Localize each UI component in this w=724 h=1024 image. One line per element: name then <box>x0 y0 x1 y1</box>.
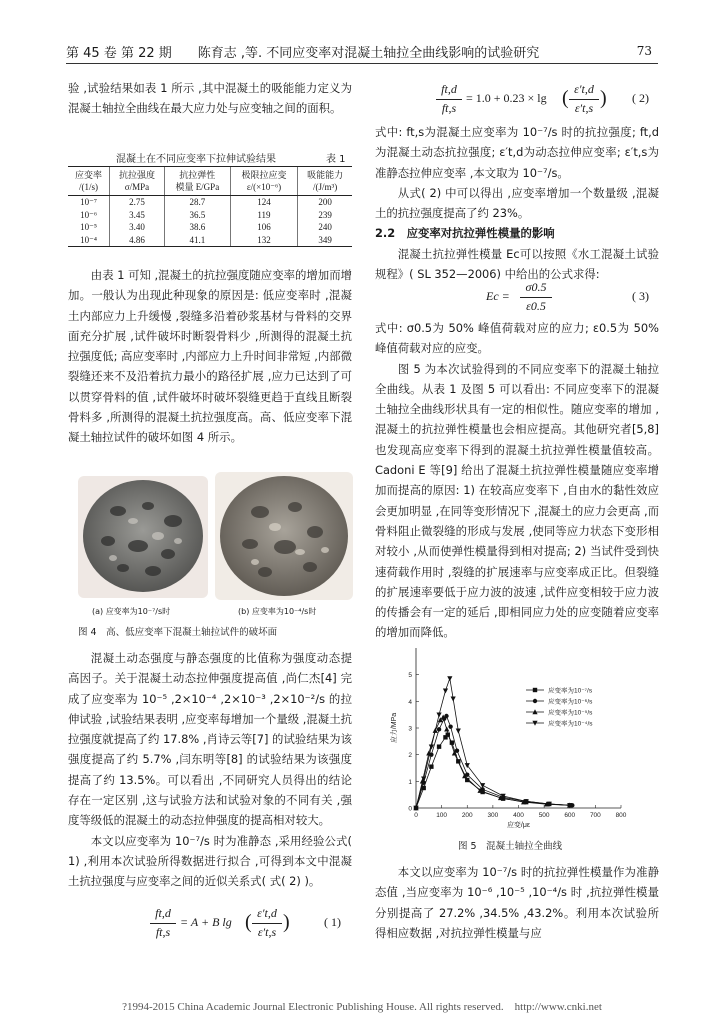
legend-label: 应变率为10⁻⁷/s <box>548 687 593 695</box>
copyright-footer: ?1994-2015 China Academic Journal Electronic Publishing House. All rights reserved. http://www.cnki.net <box>122 1001 602 1013</box>
table-header-line: 抗拉强度 <box>118 170 155 180</box>
x-tick-label: 500 <box>538 812 550 819</box>
table-header-cell <box>68 167 110 196</box>
data-point <box>443 688 448 693</box>
x-tick-label: 0 <box>414 812 418 819</box>
fracture-photo-high-rate <box>215 472 353 600</box>
data-point <box>451 696 456 701</box>
table-cell: 4.86 <box>110 234 165 247</box>
fracture-photo-low-rate <box>78 476 208 598</box>
running-head: 第 45 卷 第 22 期 陈育志 ,等. 不同应变率对混凝土轴拉全曲线影响的试验研究 <box>66 46 540 61</box>
data-point <box>437 744 441 748</box>
y-tick-label: 0 <box>408 805 412 813</box>
series-line <box>416 678 570 808</box>
legend-label: 应变率为10⁻⁶/s <box>548 698 593 706</box>
results-table <box>68 166 352 247</box>
table-row <box>68 221 352 234</box>
x-tick-label: 600 <box>564 812 576 819</box>
y-tick-label: 1 <box>408 778 412 786</box>
table-header-cell <box>164 167 230 196</box>
table-cell: 349 <box>298 234 352 247</box>
x-tick-label: 300 <box>487 812 499 819</box>
intro-paragraph: 验 ,试验结果如表 1 所示 ,其中混凝土的吸能能力定义为混凝土轴拉全曲线在最大应力处与应变轴之间的面积。 <box>68 81 352 116</box>
y-tick-label: 4 <box>408 698 412 706</box>
legend-label: 应变率为10⁻⁵/s <box>548 709 593 717</box>
table-header-line: 极限拉应变 <box>241 170 287 180</box>
table-cell: 2.75 <box>110 196 165 209</box>
table-header-cell <box>298 167 352 196</box>
equation-3: Ec = σ0.5 ε0.5 ( 3) <box>486 280 649 313</box>
table-header-line: ε/(×10⁻⁶) <box>246 182 282 192</box>
table-cell: 10⁻⁴ <box>68 234 110 247</box>
table-row <box>68 209 352 222</box>
table-cell: 240 <box>298 221 352 234</box>
data-point <box>444 714 448 718</box>
page-number: 73 <box>636 44 652 58</box>
table-title: 混凝土在不同应变率下拉伸试验结果 <box>116 154 276 165</box>
x-tick-label: 800 <box>615 812 627 819</box>
table-header-cell <box>230 167 298 196</box>
y-axis-label: 应力/MPa <box>391 712 398 744</box>
table-label: 表 1 <box>326 154 346 165</box>
figure-5-caption: 图 5 混凝土轴拉全曲线 <box>458 841 563 852</box>
data-point <box>436 712 441 717</box>
table-cell: 3.40 <box>110 221 165 234</box>
table-cell: 28.7 <box>164 196 230 209</box>
table-header-line: 应变率 <box>75 170 103 180</box>
table-row <box>68 196 352 209</box>
table-cell: 106 <box>230 221 298 234</box>
table-header-line: σ/MPa <box>124 182 150 192</box>
x-axis-label: 应变/με <box>506 822 531 829</box>
figure-4-caption: 图 4 高、低应变率下混凝土轴拉试件的破坏面 <box>78 627 278 638</box>
y-tick-label: 5 <box>408 672 412 680</box>
table-cell: 41.1 <box>164 234 230 247</box>
final-paragraph: 本文以应变率为 10⁻⁷/s 时的抗拉弹性模量作为准静态值 ,当应变率为 10⁻⁶ ,10⁻⁵ ,10⁻⁴/s 时 ,抗拉弹性模量分别提高了 27.2% ,34.5% ,43.2%。利用本次试验所得相应数据 ,对抗拉弹性模量与应 <box>375 865 659 940</box>
data-point <box>448 724 452 728</box>
data-point <box>455 748 459 752</box>
stress-strain-chart <box>386 640 648 830</box>
table-row <box>68 234 352 247</box>
data-point <box>447 676 452 681</box>
table-cell: 36.5 <box>164 209 230 222</box>
table-header-line: 模量 E/GPa <box>175 182 220 192</box>
photo-a-caption: (a) 应变率为10⁻⁷/s时 <box>92 607 171 616</box>
table-cell: 10⁻⁷ <box>80 197 97 207</box>
figure-5-chart <box>386 640 648 830</box>
equation-2-description: 式中: ft,s为混凝土应变率为 10⁻⁷/s 时的抗拉强度; ft,d为混凝土动态抗拉强度; ε′t,d为动态拉伸应变率; ε′t,s为准静态拉伸应变率 ,本文取为 10⁻⁷/s。 从式( 2) 中可以得出 ,应变率增加一个数量级 ,混凝土的抗拉强度提高了约 23%。 2.2 应变率对抗拉弹性模量的影响 混凝土抗拉弹性模量 Ec可以按照《水工混凝土试验规程》( SL 352—2006) 中给出的公式求得: <box>375 125 659 282</box>
x-tick-label: 400 <box>513 812 524 819</box>
x-tick-label: 100 <box>436 812 448 819</box>
table-body <box>68 196 352 247</box>
x-tick-label: 200 <box>461 812 473 819</box>
data-point <box>533 688 537 692</box>
equation-1: ft,d ft,s = A + B lg ( ε′t,d ε′t,s ) ( 1) <box>150 906 350 942</box>
table-cell: 10⁻⁶ <box>80 209 97 220</box>
data-point <box>429 764 433 768</box>
table-header-line: 抗拉弹性 <box>179 170 216 180</box>
table-cell: 200 <box>298 196 352 209</box>
table-cell: 3.45 <box>110 209 165 222</box>
equation-2: ft,d ft,s = 1.0 + 0.23 × lg ( ε′t,d ε′t,s ) ( 2) <box>436 82 660 118</box>
table-cell: 239 <box>298 209 352 222</box>
table-header-line: /(J/m³) <box>313 182 338 192</box>
table-header-line: 吸能能力 <box>307 170 344 180</box>
strength-paragraph: 由表 1 可知 ,混凝土的抗拉强度随应变率的增加而增加。一般认为出现此种现象的原因是: 低应变率时 ,混凝土内部应力上升缓慢 ,裂缝多沿着砂浆基材与骨料的交界面充分扩展 ,试件破坏时断裂骨料少 ,所测得的混凝土抗拉强度低; 高应变率时 ,内部应力上升时间非常短 ,内部微裂缝还来不及沿着抗力最小的路径扩展 ,应力已达到了可以贯穿骨料的值 ,试件破坏时破坏裂缝更趋于直线且断裂骨料多 ,所测得的混凝土抗拉强度高。高、低应变率下混凝土轴拉试件的破坏如图 4 所示。 <box>68 268 352 445</box>
modulus-paragraph: 式中: σ0.5为 50% 峰值荷载对应的应力; ε0.5为 50% 峰值荷载对应的应变。 图 5 为本次试验得到的不同应变率下的混凝土轴拉全曲线。从表 1 及图 5 可以看出: 不同应变率下的混凝土轴拉全曲线形状具有一定的相似性。随应变率的增加 ,混凝土的抗拉弹性模量也会相应提高。其他研究者[5,8] 也发现高应变率下得到的混凝土抗拉弹性模量值较高。Cadoni E 等[9] 给出了混凝土抗拉弹性模量随应变率增加而提高的原因: 1) 在较高应变率下 ,自由水的黏性效应会更加明显 ,在同等变形情况下 ,混凝土的应力会更高 ,而骨料阻止微裂缝的形成与发展 ,使同等应力状态下变形相对较小 ,从而使弹性模量得到相对提高; 2) 当试件受到快速荷载作用时 ,裂缝的扩展速率与应变率成正比。但裂缝的扩展速率要低于应力波的波速 ,试件应变相较于应力波的传播会有一定的延后 ,即相同应力处的应变随着应变率的增加而降低。 <box>375 321 659 640</box>
legend-label: 应变率为10⁻⁴/s <box>548 720 593 728</box>
y-tick-label: 2 <box>408 752 412 760</box>
table-cell: 124 <box>230 196 298 209</box>
data-point <box>456 728 461 733</box>
data-point <box>533 699 537 703</box>
table-header-row <box>68 167 352 196</box>
data-point <box>437 727 441 731</box>
table-header-cell <box>110 167 165 196</box>
section-heading: 2.2 应变率对抗拉弹性模量的影响 <box>375 226 555 241</box>
table-cell: 10⁻⁵ <box>80 222 97 232</box>
header-rule <box>66 63 658 64</box>
table-cell: 132 <box>230 234 298 247</box>
photo-b-caption: (b) 应变率为10⁻⁴/s时 <box>238 607 317 616</box>
table-cell: 38.6 <box>164 221 230 234</box>
dynamic-strength-paragraph: 混凝土动态强度与静态强度的比值称为强度动态提高因子。关于混凝土动态拉伸强度提高值 ,尚仁杰[4] 完成了应变率为 10⁻⁵ ,2×10⁻⁴ ,2×10⁻³ ,2×10⁻²/s 的拉伸试验 ,试验结果表明 ,应变率每增加一个量级 ,混凝土抗拉强度就提高了约 17.8% ,肖诗云等[7] 的试验结果为该强度提高了约 5.7% ,闫东明等[8] 的试验结果为该强度提高了约 13.5%。可以看出 ,不同研究人员得出的结论存在一定区别 ,这与试验方法和试验对象的不同有关 ,强度等级低的混凝土的动态拉伸强度的提高相对较大。 本文以应变率为 10⁻⁷/s 时为准静态 ,采用经验公式( 1) ,利用本次试验所得数据进行拟合 ,可得到本文中混凝土抗拉强度与应变率之间的近似关系式( 式( 2) )。 <box>68 651 352 889</box>
table-header-line: /(1/s) <box>79 182 99 192</box>
table-cell: 119 <box>230 209 298 222</box>
y-tick-label: 3 <box>408 725 412 733</box>
x-tick-label: 700 <box>589 812 601 819</box>
